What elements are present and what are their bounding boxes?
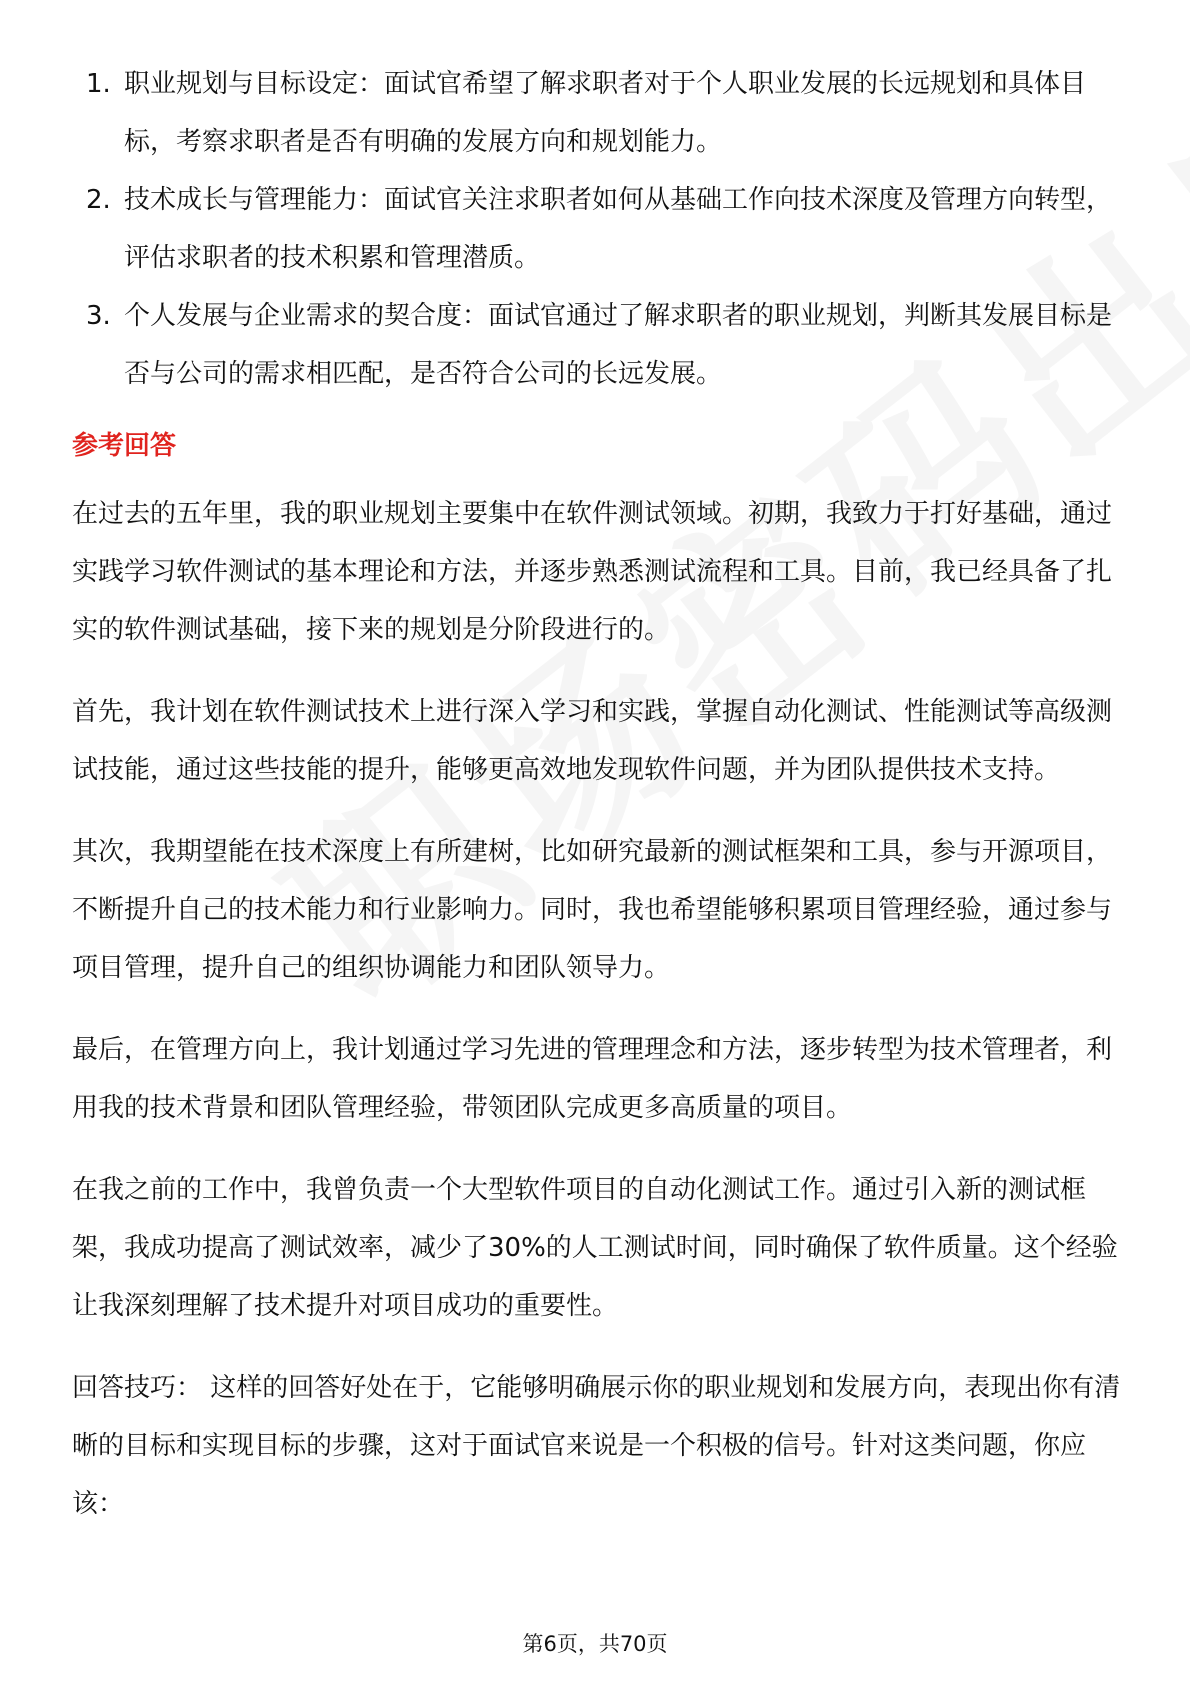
paragraph: 在我之前的工作中，我曾负责一个大型软件项目的自动化测试工作。通过引入新的测试框架，我成功提高了测试效率，减少了30%的人工测试时间，同时确保了软件质量。这个经验让我深刻理解了技术提升对项目成功的重要性。 [72,1175,1118,1321]
list-item [72,287,1122,403]
section-title: 参考回答 [72,431,177,461]
list-item-text: 个人发展与企业需求的契合度：面试官通过了解求职者的职业规划，判断其发展目标是否与公司的需求相匹配，是否符合公司的长远发展。 [124,301,1113,389]
list-item [72,171,1122,287]
paragraph: 其次，我期望能在技术深度上有所建树，比如研究最新的测试框架和工具，参与开源项目，不断提升自己的技术能力和行业影响力。同时，我也希望能够积累项目管理经验，通过参与项目管理，提升自己的组织协调能力和团队领导力。 [72,837,1113,983]
page-content [72,55,1122,1557]
evaluation-points-list [72,55,1122,403]
list-item-text: 技术成长与管理能力：面试官关注求职者如何从基础工作向技术深度及管理方向转型，评估求职者的技术积累和管理潜质。 [124,185,1113,273]
answer-tips-paragraph: 回答技巧： 这样的回答好处在于，它能够明确展示你的职业规划和发展方向，表现出你有清晰的目标和实现目标的步骤，这对于面试官来说是一个积极的信号。针对这类问题，你应该： [72,1373,1121,1519]
list-item [72,55,1122,171]
paragraph: 首先，我计划在软件测试技术上进行深入学习和实践，掌握自动化测试、性能测试等高级测试技能，通过这些技能的提升，能够更高效地发现软件问题，并为团队提供技术支持。 [72,697,1113,785]
page-number-footer: 第6页，共70页 [522,1632,668,1656]
paragraph: 在过去的五年里，我的职业规划主要集中在软件测试领域。初期，我致力于打好基础，通过实践学习软件测试的基本理论和方法，并逐步熟悉测试流程和工具。目前，我已经具备了扎实的软件测试基础，接下来的规划是分阶段进行的。 [72,499,1113,645]
list-item-number: 3. [86,301,111,331]
list-item-text: 职业规划与目标设定：面试官希望了解求职者对于个人职业发展的长远规划和具体目标，考察求职者是否有明确的发展方向和规划能力。 [124,69,1087,157]
list-item-number: 2. [86,185,111,215]
list-item-number: 1. [86,69,111,99]
paragraph: 最后，在管理方向上，我计划通过学习先进的管理理念和方法，逐步转型为技术管理者，利用我的技术背景和团队管理经验，带领团队完成更多高质量的项目。 [72,1035,1113,1123]
